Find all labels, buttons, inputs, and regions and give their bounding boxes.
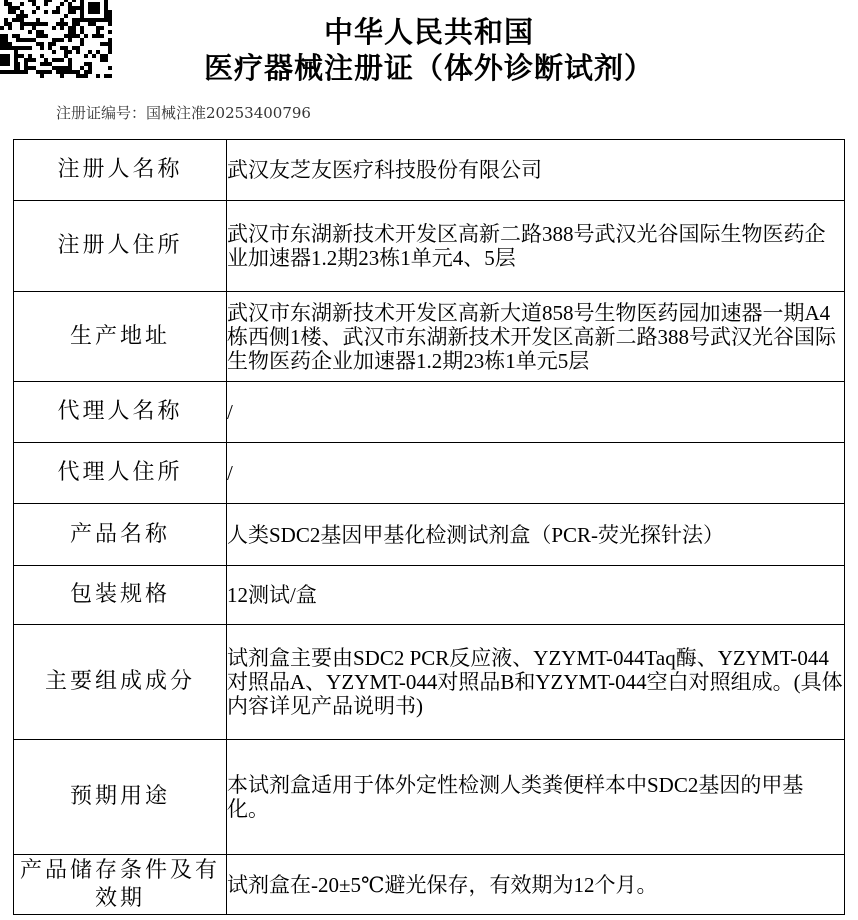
row-label-registrant-address: 注册人住所 — [14, 201, 227, 292]
table-row — [14, 855, 845, 915]
table-row — [14, 443, 845, 504]
row-label-product-name: 产品名称 — [14, 504, 227, 566]
row-value-intended-use: 本试剂盒适用于体外定性检测人类粪便样本中SDC2基因的甲基化。 — [227, 740, 845, 855]
row-label-storage-validity: 产品储存条件及有效期 — [14, 855, 227, 915]
certificate-table — [13, 139, 845, 915]
table-row — [14, 566, 845, 625]
row-value-agent-address: / — [227, 443, 845, 504]
table-row — [14, 740, 845, 855]
row-value-production-address: 武汉市东湖新技术开发区高新大道858号生物医药园加速器一期A4栋西侧1楼、武汉市东湖新技术开发区高新二路388号武汉光谷国际生物医药企业加速器1.2期23栋1单元5层 — [227, 292, 845, 382]
row-value-registrant-address: 武汉市东湖新技术开发区高新二路388号武汉光谷国际生物医药企业加速器1.2期23栋1单元4、5层 — [227, 201, 845, 292]
row-label-production-address: 生产地址 — [14, 292, 227, 382]
row-label-package-spec: 包装规格 — [14, 566, 227, 625]
document-title-certificate: 医疗器械注册证（体外诊断试剂） — [203, 51, 654, 85]
row-value-main-components: 试剂盒主要由SDC2 PCR反应液、YZYMT-044Taq酶、YZYMT-044对照品A、YZYMT-044对照品B和YZYMT-044空白对照组成。(具体内容详见产品说明书) — [227, 625, 845, 740]
table-row — [14, 201, 845, 292]
row-value-registrant-name: 武汉友芝友医疗科技股份有限公司 — [227, 140, 845, 201]
row-label-agent-name: 代理人名称 — [14, 382, 227, 443]
row-value-package-spec: 12测试/盒 — [227, 566, 845, 625]
registration-number: 注册证编号：国械注准20253400796 — [56, 104, 311, 122]
row-label-intended-use: 预期用途 — [14, 740, 227, 855]
row-label-main-components: 主要组成成分 — [14, 625, 227, 740]
table-row — [14, 504, 845, 566]
row-label-agent-address: 代理人住所 — [14, 443, 227, 504]
table-row — [14, 382, 845, 443]
row-value-product-name: 人类SDC2基因甲基化检测试剂盒（PCR-荧光探针法） — [227, 504, 845, 566]
row-value-agent-name: / — [227, 382, 845, 443]
table-row — [14, 625, 845, 740]
row-label-registrant-name: 注册人名称 — [14, 140, 227, 201]
row-value-storage-validity: 试剂盒在-20±5℃避光保存，有效期为12个月。 — [227, 855, 845, 915]
table-row — [14, 292, 845, 382]
table-row — [14, 140, 845, 201]
document-title-country: 中华人民共和国 — [323, 15, 534, 49]
